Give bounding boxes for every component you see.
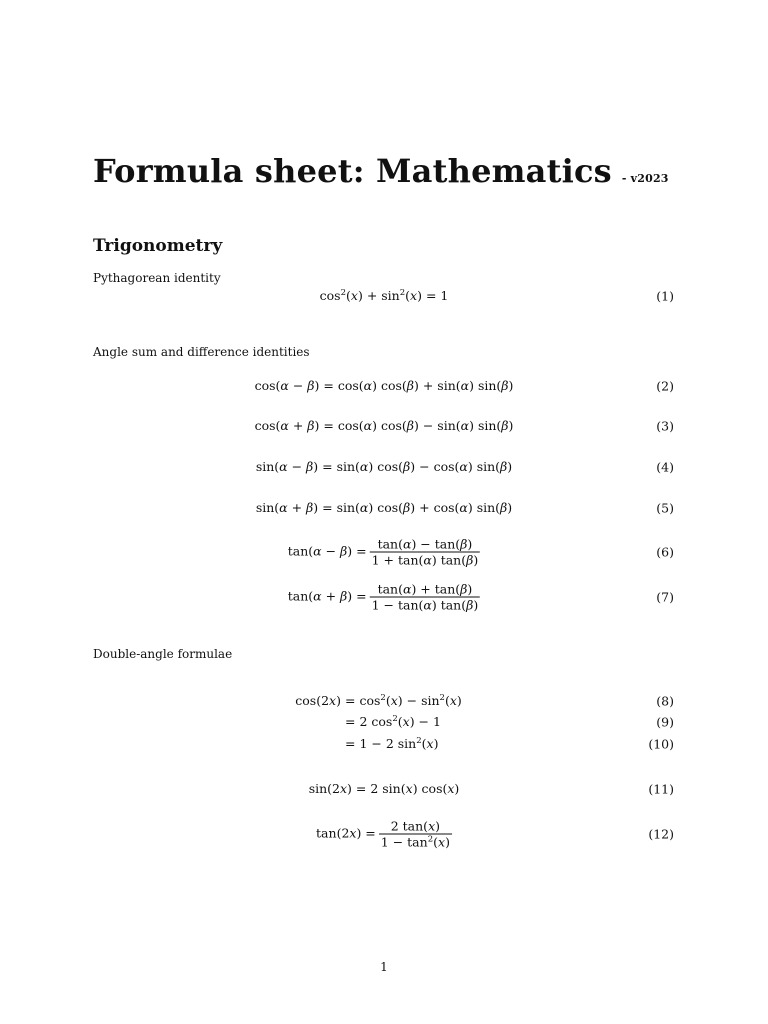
equation-4 bbox=[0, 452, 768, 482]
equation-9-number: (9) bbox=[656, 714, 674, 730]
label-angle-sum-difference: Angle sum and difference identities bbox=[93, 345, 310, 359]
equation-1 bbox=[0, 281, 768, 311]
title-text: Formula sheet: Mathematics bbox=[93, 152, 612, 190]
equation-12-number: (12) bbox=[648, 826, 674, 842]
equation-6-fraction: $\frac{\tan(\alpha) - \tan(\beta)}{1 + \tan(\alpha) \tan(\beta)}$ bbox=[371, 536, 479, 568]
equation-6-number: (6) bbox=[656, 544, 674, 560]
equation-10 bbox=[0, 729, 768, 759]
label-double-angle: Double-angle formulae bbox=[93, 647, 233, 661]
equation-9-rhs: = 2 $\cos^2(x) - 1$ bbox=[345, 713, 441, 729]
equation-2 bbox=[0, 371, 768, 401]
equation-8-number: (8) bbox=[656, 693, 674, 709]
equation-12-formula: tan(2x) = $\frac{2 \tan(x)}{1 - \tan^2(x)}$ bbox=[316, 818, 450, 850]
equation-4-number: (4) bbox=[656, 459, 674, 475]
equation-8-lhs: cos(2x) bbox=[295, 692, 341, 708]
equation-5-formula: sin(α + β) = sin(α) cos(β) + cos(α) sin(β) bbox=[255, 499, 513, 515]
equation-6-formula: tan(α − β) = $\frac{\tan(\alpha) - \tan(\beta)}{1 + \tan(\alpha) \tan(\beta)}$ bbox=[287, 536, 479, 568]
equation-4-formula: sin(α − β) = sin(α) cos(β) − cos(α) sin(β) bbox=[255, 458, 513, 474]
equation-3-formula: cos(α + β) = cos(α) cos(β) − sin(α) sin(β) bbox=[254, 417, 514, 433]
equation-11-number: (11) bbox=[648, 781, 674, 797]
page-title bbox=[93, 152, 669, 190]
equation-12 bbox=[0, 819, 768, 849]
equation-1-number: (1) bbox=[656, 288, 674, 304]
equation-1-formula: $\cos^2(x) + \sin^2(x) = 1$ bbox=[319, 287, 449, 303]
equation-7-number: (7) bbox=[656, 589, 674, 605]
equation-7-formula: tan(α + β) = $\frac{\tan(\alpha) + \tan(\beta)}{1 - \tan(\alpha) \tan(\beta)}$ bbox=[287, 581, 479, 613]
equation-2-formula: cos(α − β) = cos(α) cos(β) + sin(α) sin(β) bbox=[254, 377, 514, 393]
equation-5 bbox=[0, 493, 768, 523]
page-number: 1 bbox=[380, 960, 388, 974]
equation-10-rhs: = 1 − 2 $\sin^2(x)$ bbox=[345, 735, 439, 751]
version-label: - v2023 bbox=[621, 172, 669, 185]
equation-11 bbox=[0, 774, 768, 804]
equation-10-number: (10) bbox=[648, 736, 674, 752]
label-pythagorean-identity: Pythagorean identity bbox=[93, 271, 221, 285]
equation-6 bbox=[0, 537, 768, 567]
equation-3 bbox=[0, 411, 768, 441]
equation-5-number: (5) bbox=[656, 500, 674, 516]
equation-3-number: (3) bbox=[656, 418, 674, 434]
equation-8-rhs: = $\cos^2(x) - \sin^2(x)$ bbox=[345, 692, 462, 708]
equation-7-fraction: $\frac{\tan(\alpha) + \tan(\beta)}{1 - \tan(\alpha) \tan(\beta)}$ bbox=[371, 581, 479, 613]
equation-12-fraction: $\frac{2 \tan(x)}{1 - \tan^2(x)}$ bbox=[380, 818, 450, 850]
equation-2-number: (2) bbox=[656, 378, 674, 394]
section-heading-trigonometry: Trigonometry bbox=[93, 236, 223, 256]
equation-7 bbox=[0, 582, 768, 612]
equation-11-formula: sin(2x) = 2 sin(x) cos(x) bbox=[308, 780, 460, 796]
